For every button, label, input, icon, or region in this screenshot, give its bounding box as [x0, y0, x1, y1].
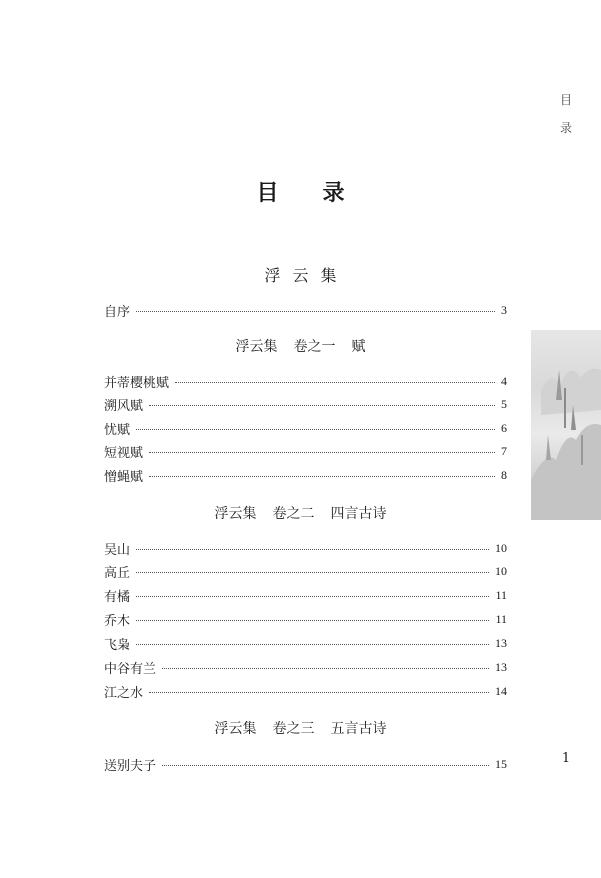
section-collection: 浮云集: [235, 339, 278, 355]
collection-title: 浮云集: [264, 266, 349, 285]
section-genre: 四言古诗: [330, 506, 387, 522]
page-number: 1: [561, 751, 571, 766]
toc-entry-title: 高丘: [104, 565, 131, 581]
toc-entry-page: 11: [495, 611, 507, 626]
toc-entry[interactable]: [104, 634, 507, 652]
toc-entry-title: 飞枭: [104, 637, 131, 653]
toc-entry[interactable]: [104, 301, 507, 319]
toc-entry-title: 乔木: [104, 613, 131, 629]
page-title-char-2: 录: [322, 180, 345, 206]
leader-dots: [136, 644, 489, 645]
section-volume: 卷之二: [272, 506, 315, 522]
leader-dots: [136, 620, 489, 621]
toc-entry[interactable]: [104, 682, 507, 700]
leader-dots: [136, 549, 489, 550]
toc-entry-title: 短视赋: [104, 445, 144, 461]
toc-entry-page: 6: [501, 420, 507, 435]
section-heading: [0, 718, 601, 738]
toc-entry[interactable]: [104, 372, 507, 390]
toc-entry[interactable]: [104, 442, 507, 460]
leader-dots: [136, 429, 495, 430]
toc-entry-title: 忧赋: [104, 422, 131, 438]
leader-dots: [162, 765, 489, 766]
toc-entry-page: 8: [501, 467, 507, 482]
toc-entry-page: 15: [495, 756, 507, 771]
section-genre: 五言古诗: [330, 721, 387, 737]
toc-entry-page: 4: [501, 373, 507, 388]
toc-entry[interactable]: [104, 419, 507, 437]
section-volume: 卷之一: [293, 339, 336, 355]
section-collection: 浮云集: [214, 721, 257, 737]
section-collection: 浮云集: [214, 506, 257, 522]
toc-entry-title: 有橘: [104, 589, 131, 605]
toc-entry-title: 自序: [104, 304, 131, 320]
landscape-painting-image: [531, 330, 601, 520]
section-heading: [0, 503, 601, 523]
leader-dots: [136, 311, 495, 312]
page-title-char-1: 目: [256, 180, 279, 206]
toc-entry-page: 3: [501, 302, 507, 317]
toc-entry-title: 送别夫子: [104, 758, 157, 774]
toc-entry-page: 13: [495, 635, 507, 650]
toc-entry-title: 江之水: [104, 685, 144, 701]
leader-dots: [149, 405, 495, 406]
page-title: [0, 176, 601, 207]
toc-entry[interactable]: [104, 755, 507, 773]
toc-entry[interactable]: [104, 586, 507, 604]
toc-entry-page: 11: [495, 587, 507, 602]
toc-entry-title: 吴山: [104, 542, 131, 558]
section-volume: 卷之三: [272, 721, 315, 737]
toc-entry[interactable]: [104, 658, 507, 676]
toc-entry[interactable]: [104, 610, 507, 628]
toc-entry-page: 10: [495, 540, 507, 555]
leader-dots: [175, 382, 495, 383]
toc-entry-title: 溯风赋: [104, 398, 144, 414]
toc-entry-title: 并蒂樱桃赋: [104, 375, 170, 391]
toc-entry-page: 7: [501, 443, 507, 458]
toc-entry-page: 14: [495, 683, 507, 698]
leader-dots: [149, 476, 495, 477]
toc-entry-page: 5: [501, 396, 507, 411]
toc-entry[interactable]: [104, 466, 507, 484]
toc-entry[interactable]: [104, 539, 507, 557]
leader-dots: [162, 668, 489, 669]
leader-dots: [136, 572, 489, 573]
toc-entry-page: 13: [495, 659, 507, 674]
side-tab-char-1: 目: [559, 93, 572, 107]
leader-dots: [149, 692, 489, 693]
leader-dots: [136, 596, 489, 597]
toc-entry-title: 憎蝇赋: [104, 469, 144, 485]
section-genre: 赋: [351, 339, 366, 355]
section-heading: [0, 336, 601, 356]
toc-entry-title: 中谷有兰: [104, 661, 157, 677]
toc-entry[interactable]: [104, 562, 507, 580]
toc-entry[interactable]: [104, 395, 507, 413]
leader-dots: [149, 452, 495, 453]
toc-entry-page: 10: [495, 563, 507, 578]
side-tab-char-2: 录: [559, 121, 572, 135]
